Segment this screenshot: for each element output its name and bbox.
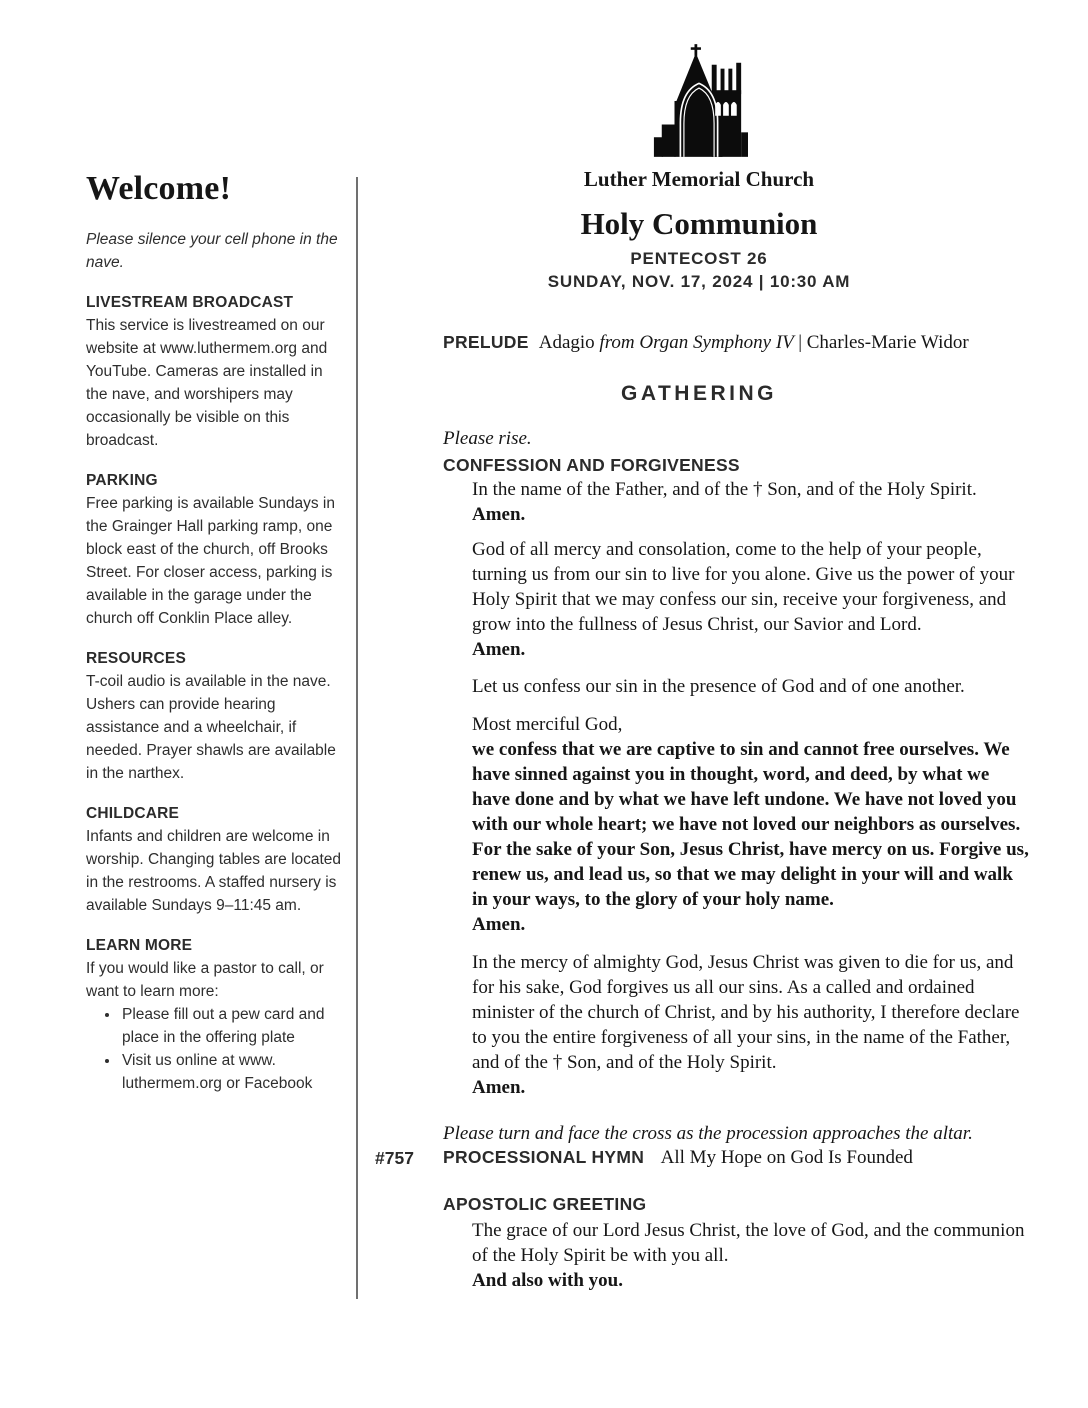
service-datetime: SUNDAY, NOV. 17, 2024 | 10:30 AM	[547, 272, 851, 291]
sidebar-section-resources	[86, 647, 346, 785]
hymn-label: PROCESSIONAL HYMN	[443, 1147, 645, 1167]
amen-response: Amen.	[472, 504, 526, 525]
hymn-number: #757	[375, 1148, 414, 1168]
section-body: If you would like a pastor to call, or want to learn more:	[86, 960, 324, 1000]
prelude-label: PRELUDE	[443, 332, 529, 352]
welcome-sidebar	[86, 170, 346, 1095]
sidebar-section-childcare	[86, 802, 346, 917]
prelude-piece: Adagio	[538, 332, 600, 353]
column-divider-line	[356, 177, 358, 1299]
liturgical-season: PENTECOST 26	[630, 249, 768, 268]
section-body: Free parking is available Sundays in the Grainger Hall parking ramp, one block east of the church, off Brooks Street. For closer access, parking is available in the garage under the church off Conklin Place alley.	[86, 495, 335, 627]
greeting-text: The grace of our Lord Jesus Christ, the love of God, and the communion of the Holy Spirit be with you all.	[472, 1220, 1025, 1266]
absolution-text: In the mercy of almighty God, Jesus Christ was given to die for us, and for his sake, God forgives us all our sins. As a called and ordained minister of the church of Christ, and by his authority, I therefore declare to you the entire forgiveness of all your sins, in the name of the Father, and of the † Son, and of the Holy Spirit.	[472, 952, 1020, 1073]
hymn-title: All My Hope on God Is Founded	[660, 1147, 913, 1168]
amen-response: Amen.	[472, 639, 526, 660]
section-heading: RESOURCES	[86, 650, 186, 667]
confession-invite: Let us confess our sin in the presence of God and of one another.	[472, 676, 965, 697]
learn-more-list	[86, 1003, 346, 1095]
silence-phone-notice: Please silence your cell phone in the nave.	[86, 231, 338, 271]
prelude-composer: | Charles-Marie Widor	[798, 332, 969, 353]
greeting-response: And also with you.	[472, 1270, 623, 1291]
bulletin-header	[443, 44, 955, 292]
section-heading: LEARN MORE	[86, 937, 193, 954]
church-name: Luther Memorial Church	[583, 167, 815, 191]
section-body: T-coil audio is available in the nave. Ushers can provide hearing assistance and a wheelchair, if needed. Prayer shawls are available in the narthex.	[86, 673, 336, 782]
amen-response: Amen.	[472, 914, 526, 935]
sidebar-section-parking	[86, 469, 346, 630]
rubric-procession: Please turn and face the cross as the procession approaches the altar.	[443, 1123, 973, 1144]
section-heading: PARKING	[86, 472, 158, 489]
section-heading: CHILDCARE	[86, 805, 180, 822]
sidebar-section-learn-more	[86, 934, 346, 1095]
prelude-line	[443, 329, 1029, 356]
welcome-title: Welcome!	[86, 170, 232, 207]
amen-response: Amen.	[472, 1077, 526, 1098]
confession-prayer: we confess that we are captive to sin and cannot free ourselves. We have sinned against you in thought, word, and deed, by what we have done and by what we have left undone. We have not loved you with our whole heart; we have not loved our neighbors as ourselves. For the sake of your Son, Jesus Christ, have mercy on us. Forgive us, renew us, and lead us, so that we may delight in your will and walk in your ways, to the glory of your holy name.	[472, 739, 1029, 910]
section-body: This service is livestreamed on our website at www.luthermem.org and YouTube. Cameras are installed in the nave, and worshipers may occasionally be visible on this broadcast.	[86, 317, 328, 449]
section-heading: LIVESTREAM BROADCAST	[86, 294, 294, 311]
confession-heading: CONFESSION AND FORGIVENESS	[443, 455, 740, 475]
service-order-content	[375, 44, 1029, 1293]
gathering-section-heading: GATHERING	[621, 382, 777, 405]
apostolic-greeting-heading: APOSTOLIC GREETING	[443, 1194, 647, 1214]
section-body: Infants and children are welcome in worship. Changing tables are located in the restrooms. A staffed nursery is available Sundays 9–11:45 am.	[86, 828, 342, 914]
rubric-please-rise: Please rise.	[443, 428, 532, 449]
church-silhouette-icon	[443, 44, 955, 157]
prelude-source: from Organ Symphony IV	[599, 332, 799, 353]
mercy-prayer: God of all mercy and consolation, come to the help of your people, turning us from our sin to live for you alone. Give us the power of your Holy Spirit that we may confess our sin, receive your forgiveness, and grow into the fullness of Jesus Christ, our Savior and Lord.	[472, 539, 1015, 635]
service-title: Holy Communion	[580, 206, 818, 241]
list-item: • Visit us online at www. luthermem.org or Facebook	[120, 1049, 346, 1095]
confession-address: Most merciful God,	[472, 714, 623, 735]
sidebar-section-livestream	[86, 291, 346, 452]
list-item: • Please fill out a pew card and place in the offering plate	[120, 1003, 346, 1049]
invocation-text: In the name of the Father, and of the † Son, and of the Holy Spirit.	[472, 479, 977, 500]
processional-hymn-line	[375, 1147, 1029, 1169]
